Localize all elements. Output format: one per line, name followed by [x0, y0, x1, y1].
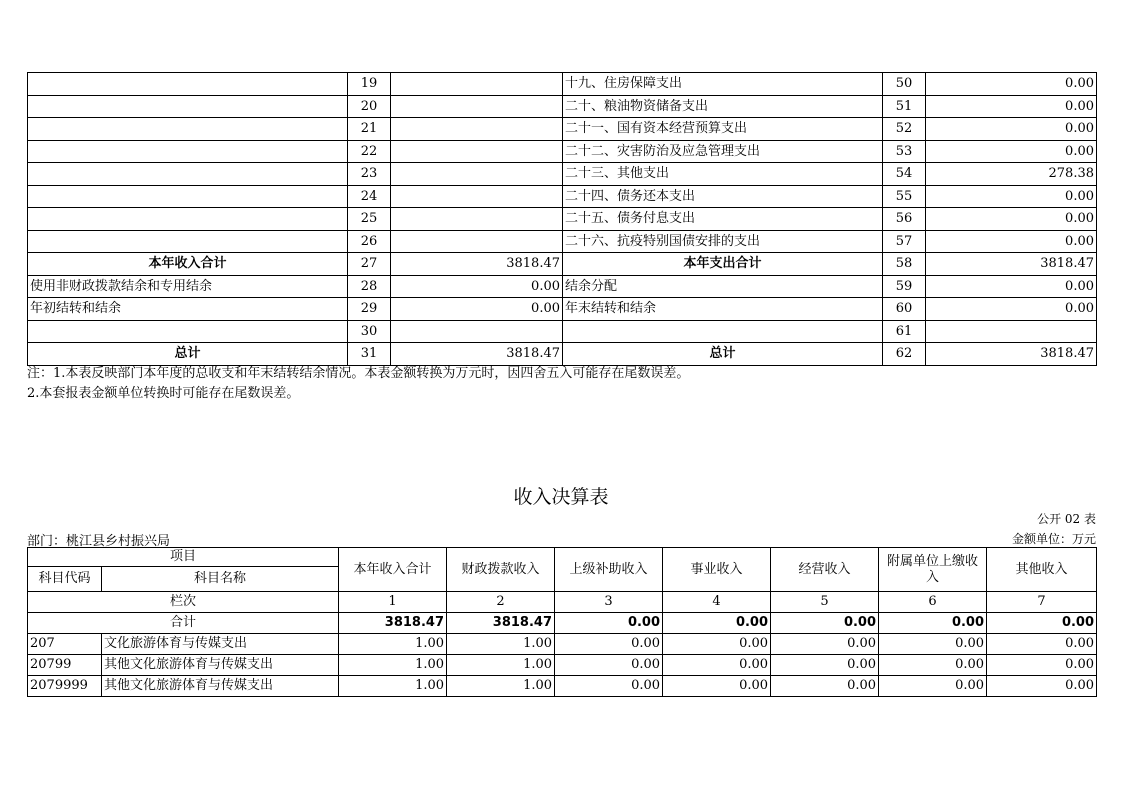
header-business: 事业收入 [663, 548, 771, 592]
expenditure-item-label: 二十六、抗疫特别国债安排的支出 [563, 230, 883, 253]
note-line-2: 2.本套报表金额单位转换时可能存在尾数误差。 [27, 386, 300, 401]
income-item-label [28, 140, 348, 163]
expenditure-item-label: 本年支出合计 [563, 253, 883, 276]
expenditure-item-label: 十九、住房保障支出 [563, 73, 883, 96]
header-superior: 上级补助收入 [555, 548, 663, 592]
column-number: 6 [879, 592, 987, 613]
expenditure-amount: 0.00 [926, 95, 1097, 118]
income-amount: 3818.47 [391, 253, 563, 276]
expenditure-line-number: 61 [883, 320, 926, 343]
column-number: 1 [339, 592, 447, 613]
income-item-label [28, 320, 348, 343]
total-row-label: 合计 [28, 613, 339, 634]
expenditure-item-label: 二十五、债务付息支出 [563, 208, 883, 231]
form-number: 公开 02 表 [1037, 512, 1096, 526]
expenditure-item-label: 二十、粮油物资储备支出 [563, 95, 883, 118]
unit-label: 金额单位：万元 [1011, 532, 1096, 546]
income-line-number: 19 [348, 73, 391, 96]
header-affiliated: 附属单位上缴收入 [879, 548, 987, 592]
income-value: 0.00 [987, 634, 1097, 655]
expenditure-amount: 0.00 [926, 185, 1097, 208]
expenditure-amount: 3818.47 [926, 343, 1097, 366]
expenditure-line-number: 57 [883, 230, 926, 253]
income-value: 0.00 [771, 655, 879, 676]
header-other: 其他收入 [987, 548, 1097, 592]
expenditure-line-number: 59 [883, 275, 926, 298]
income-value: 0.00 [771, 634, 879, 655]
income-amount: 0.00 [391, 298, 563, 321]
expenditure-amount: 278.38 [926, 163, 1097, 186]
expenditure-line-number: 53 [883, 140, 926, 163]
expenditure-line-number: 52 [883, 118, 926, 141]
income-line-number: 27 [348, 253, 391, 276]
total-row [28, 613, 1097, 634]
expenditure-line-number: 55 [883, 185, 926, 208]
income-item-label: 年初结转和结余 [28, 298, 348, 321]
income-table-title: 收入决算表 [513, 486, 609, 508]
expenditure-item-label: 二十一、国有资本经营预算支出 [563, 118, 883, 141]
income-value: 1.00 [339, 676, 447, 697]
expenditure-amount: 0.00 [926, 275, 1097, 298]
income-value: 0.00 [555, 676, 663, 697]
expenditure-line-number: 60 [883, 298, 926, 321]
expenditure-item-label [563, 320, 883, 343]
income-item-label: 总计 [28, 343, 348, 366]
table-row [28, 185, 1097, 208]
table-row [28, 298, 1097, 321]
income-item-label [28, 208, 348, 231]
expenditure-amount: 0.00 [926, 208, 1097, 231]
expenditure-item-label: 二十三、其他支出 [563, 163, 883, 186]
income-value: 0.00 [879, 634, 987, 655]
subject-code: 207 [28, 634, 102, 655]
income-item-label [28, 95, 348, 118]
income-item-label [28, 163, 348, 186]
income-value: 0.00 [879, 676, 987, 697]
income-line-number: 30 [348, 320, 391, 343]
income-amount [391, 73, 563, 96]
header-row-1 [28, 548, 1097, 567]
column-number: 4 [663, 592, 771, 613]
column-row-label: 栏次 [28, 592, 339, 613]
income-line-number: 24 [348, 185, 391, 208]
table-row [28, 676, 1097, 697]
expenditure-item-label: 总计 [563, 343, 883, 366]
column-number: 2 [447, 592, 555, 613]
income-item-label [28, 185, 348, 208]
expenditure-amount: 0.00 [926, 230, 1097, 253]
income-line-number: 28 [348, 275, 391, 298]
table-row [28, 320, 1097, 343]
income-value: 1.00 [447, 655, 555, 676]
total-value: 0.00 [879, 613, 987, 634]
total-value: 3818.47 [447, 613, 555, 634]
income-amount [391, 163, 563, 186]
subject-name: 其他文化旅游体育与传媒支出 [102, 655, 339, 676]
table-row [28, 275, 1097, 298]
income-amount: 0.00 [391, 275, 563, 298]
income-amount [391, 140, 563, 163]
income-value: 0.00 [555, 634, 663, 655]
income-item-label [28, 230, 348, 253]
header-code: 科目代码 [28, 567, 102, 592]
expenditure-amount [926, 320, 1097, 343]
total-value: 0.00 [663, 613, 771, 634]
total-value: 0.00 [555, 613, 663, 634]
income-line-number: 23 [348, 163, 391, 186]
income-value: 0.00 [663, 655, 771, 676]
income-line-number: 29 [348, 298, 391, 321]
income-amount [391, 118, 563, 141]
column-number: 3 [555, 592, 663, 613]
income-value: 0.00 [987, 655, 1097, 676]
income-value: 1.00 [447, 634, 555, 655]
income-value: 0.00 [663, 634, 771, 655]
expenditure-amount: 3818.47 [926, 253, 1097, 276]
expenditure-amount: 0.00 [926, 140, 1097, 163]
expenditure-item-label: 二十四、债务还本支出 [563, 185, 883, 208]
income-amount: 3818.47 [391, 343, 563, 366]
income-amount [391, 208, 563, 231]
subject-code: 2079999 [28, 676, 102, 697]
income-amount [391, 230, 563, 253]
expenditure-amount: 0.00 [926, 298, 1097, 321]
income-value: 0.00 [555, 655, 663, 676]
total-value: 0.00 [771, 613, 879, 634]
department-label: 部门：桃江县乡村振兴局 [27, 534, 171, 549]
expenditure-item-label: 二十二、灾害防治及应急管理支出 [563, 140, 883, 163]
expenditure-line-number: 56 [883, 208, 926, 231]
summary-table-body [28, 73, 1097, 366]
income-item-label: 本年收入合计 [28, 253, 348, 276]
income-line-number: 31 [348, 343, 391, 366]
table-row [28, 655, 1097, 676]
header-total: 本年收入合计 [339, 548, 447, 592]
income-amount [391, 185, 563, 208]
note-line-1: 注：1.本表反映部门本年度的总收支和年末结转结余情况。本表金额转换为万元时，因四舍五入可能存在尾数误差。 [27, 366, 690, 381]
income-line-number: 20 [348, 95, 391, 118]
expenditure-item-label: 年末结转和结余 [563, 298, 883, 321]
header-name: 科目名称 [102, 567, 339, 592]
expenditure-item-label: 结余分配 [563, 275, 883, 298]
summary-table [27, 72, 1097, 366]
total-value: 3818.47 [339, 613, 447, 634]
income-line-number: 21 [348, 118, 391, 141]
total-value: 0.00 [987, 613, 1097, 634]
table-row [28, 140, 1097, 163]
income-value: 0.00 [879, 655, 987, 676]
subject-name: 文化旅游体育与传媒支出 [102, 634, 339, 655]
income-value: 0.00 [663, 676, 771, 697]
expenditure-line-number: 58 [883, 253, 926, 276]
header-operating: 经营收入 [771, 548, 879, 592]
income-amount [391, 320, 563, 343]
income-item-label [28, 73, 348, 96]
income-value: 0.00 [987, 676, 1097, 697]
table-row [28, 230, 1097, 253]
column-number: 7 [987, 592, 1097, 613]
header-fiscal: 财政拨款收入 [447, 548, 555, 592]
table-row [28, 95, 1097, 118]
subject-code: 20799 [28, 655, 102, 676]
table-row [28, 208, 1097, 231]
table-row [28, 163, 1097, 186]
income-item-label [28, 118, 348, 141]
income-item-label: 使用非财政拨款结余和专用结余 [28, 275, 348, 298]
income-amount [391, 95, 563, 118]
expenditure-amount: 0.00 [926, 73, 1097, 96]
income-table [27, 547, 1097, 697]
expenditure-line-number: 54 [883, 163, 926, 186]
income-line-number: 25 [348, 208, 391, 231]
income-value: 0.00 [771, 676, 879, 697]
income-value: 1.00 [339, 655, 447, 676]
expenditure-line-number: 51 [883, 95, 926, 118]
subject-name: 其他文化旅游体育与传媒支出 [102, 676, 339, 697]
table-row [28, 634, 1097, 655]
income-value: 1.00 [447, 676, 555, 697]
column-number-row [28, 592, 1097, 613]
expenditure-line-number: 50 [883, 73, 926, 96]
income-table-body [28, 634, 1097, 697]
income-value: 1.00 [339, 634, 447, 655]
expenditure-amount: 0.00 [926, 118, 1097, 141]
table-row [28, 253, 1097, 276]
income-line-number: 22 [348, 140, 391, 163]
expenditure-line-number: 62 [883, 343, 926, 366]
income-line-number: 26 [348, 230, 391, 253]
column-number: 5 [771, 592, 879, 613]
table-row [28, 118, 1097, 141]
header-item: 项目 [28, 548, 339, 567]
table-row [28, 73, 1097, 96]
